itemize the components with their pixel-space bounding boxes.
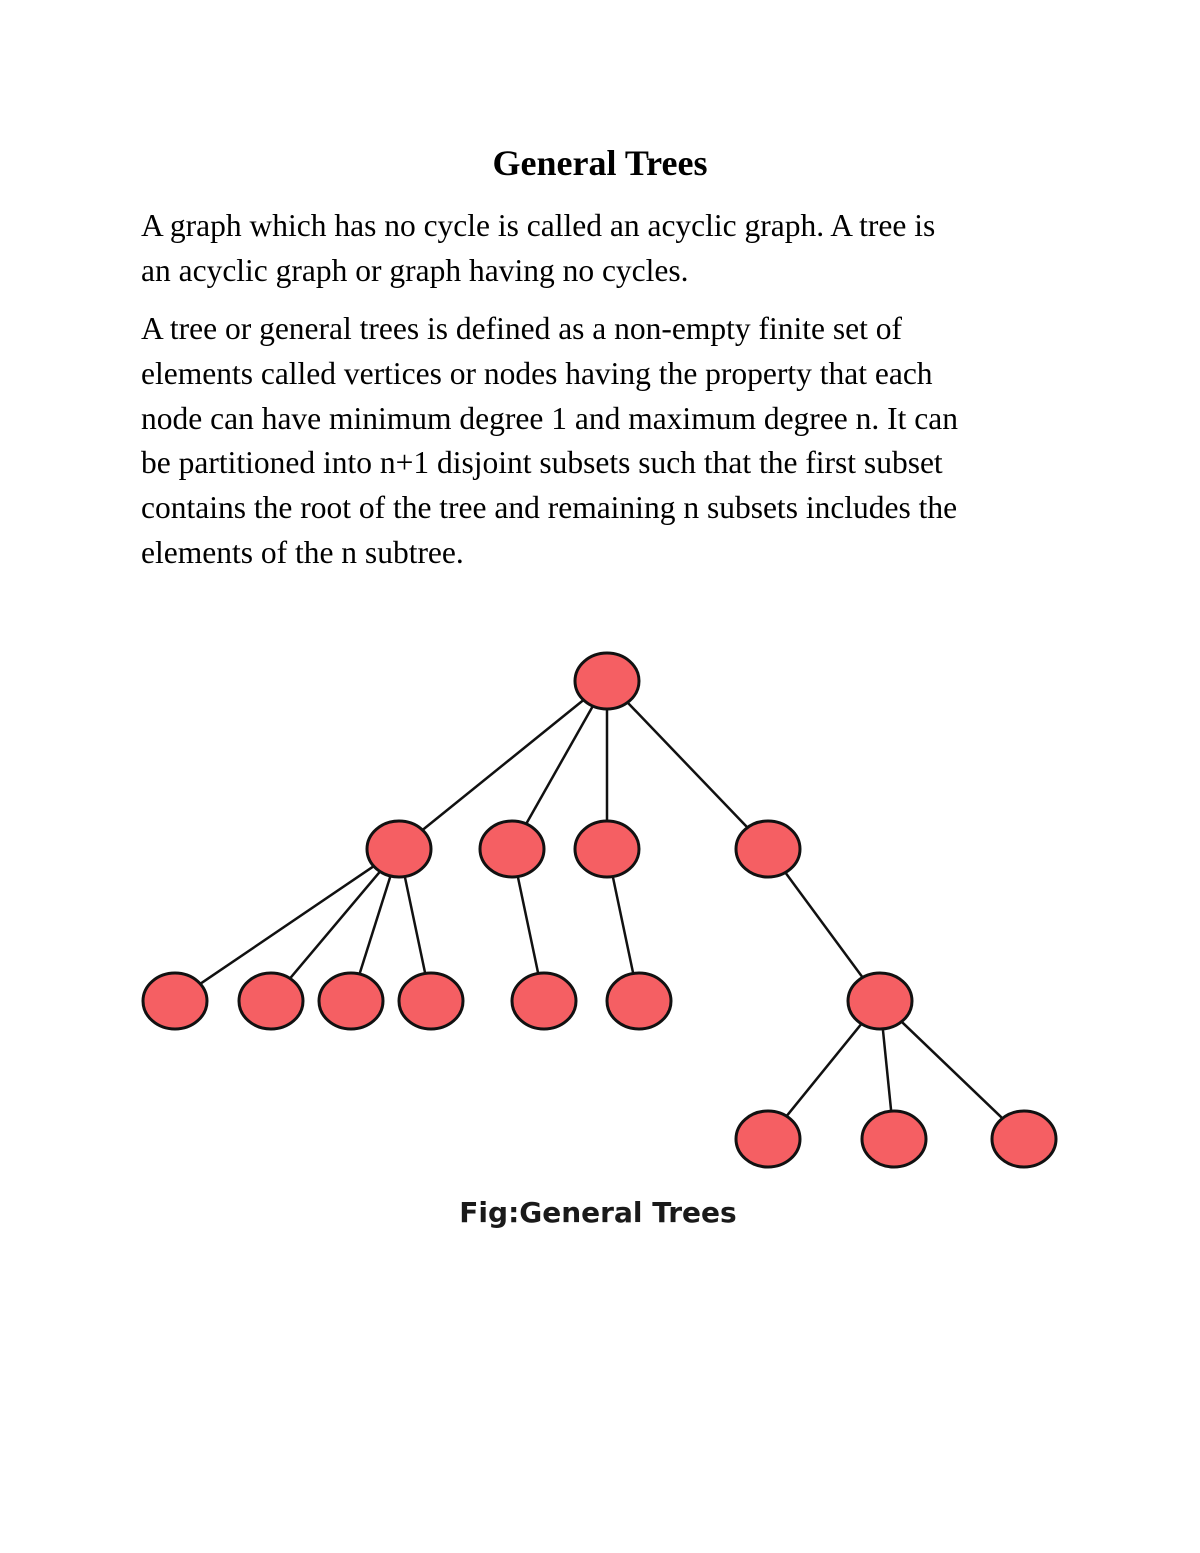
tree-node-a3	[319, 973, 383, 1029]
paragraph-acyclic-definition	[141, 204, 1071, 294]
text-line: an acyclic graph or graph having no cycles.	[141, 252, 689, 288]
tree-edge-d-d1	[785, 873, 862, 978]
tree-edge-b-b1	[518, 877, 538, 974]
tree-node-c	[575, 821, 639, 877]
tree-edge-root-d	[628, 702, 748, 827]
tree-node-b1	[512, 973, 576, 1029]
text-line: A graph which has no cycle is called an acyclic graph. A tree is	[141, 208, 936, 243]
text-line: node can have minimum degree 1 and maximum degree n. It can	[141, 400, 958, 436]
tree-node-a4	[399, 973, 463, 1029]
tree-edge-d1-d1b	[883, 1029, 891, 1111]
page-title: General Trees	[492, 143, 708, 183]
text-line: elements called vertices or nodes having the property that each	[141, 355, 933, 391]
tree-edge-root-a	[423, 700, 584, 830]
tree-node-a2	[239, 973, 303, 1029]
tree-edge-a-a4	[405, 877, 425, 974]
tree-node-root	[575, 653, 639, 709]
tree-node-d	[736, 821, 800, 877]
tree-edges	[200, 700, 1002, 1118]
tree-edge-a-a2	[290, 872, 380, 979]
tree-edge-d1-d1c	[902, 1022, 1003, 1119]
tree-edge-a-a3	[360, 876, 391, 974]
tree-node-c1	[607, 973, 671, 1029]
text-line: A tree or general trees is defined as a non-empty finite set of	[141, 311, 902, 346]
tree-edge-root-b	[526, 706, 593, 824]
tree-node-d1c	[992, 1111, 1056, 1167]
tree-edge-d1-d1a	[787, 1024, 862, 1116]
tree-node-d1	[848, 973, 912, 1029]
tree-edge-a-a1	[200, 866, 373, 984]
tree-node-d1a	[736, 1111, 800, 1167]
text-line: contains the root of the tree and remaining n subsets includes the	[141, 490, 958, 526]
tree-node-b	[480, 821, 544, 877]
tree-node-a1	[143, 973, 207, 1029]
tree-node-a	[367, 821, 431, 877]
paragraph-general-tree-definition	[141, 307, 1071, 576]
text-line: be partitioned into n+1 disjoint subsets such that the first subset	[141, 445, 943, 481]
tree-nodes	[143, 653, 1056, 1167]
text-line: elements of the n subtree.	[141, 534, 464, 570]
figure-caption: Fig:General Trees	[459, 1196, 737, 1229]
tree-edge-c-c1	[613, 877, 633, 974]
tree-node-d1b	[862, 1111, 926, 1167]
